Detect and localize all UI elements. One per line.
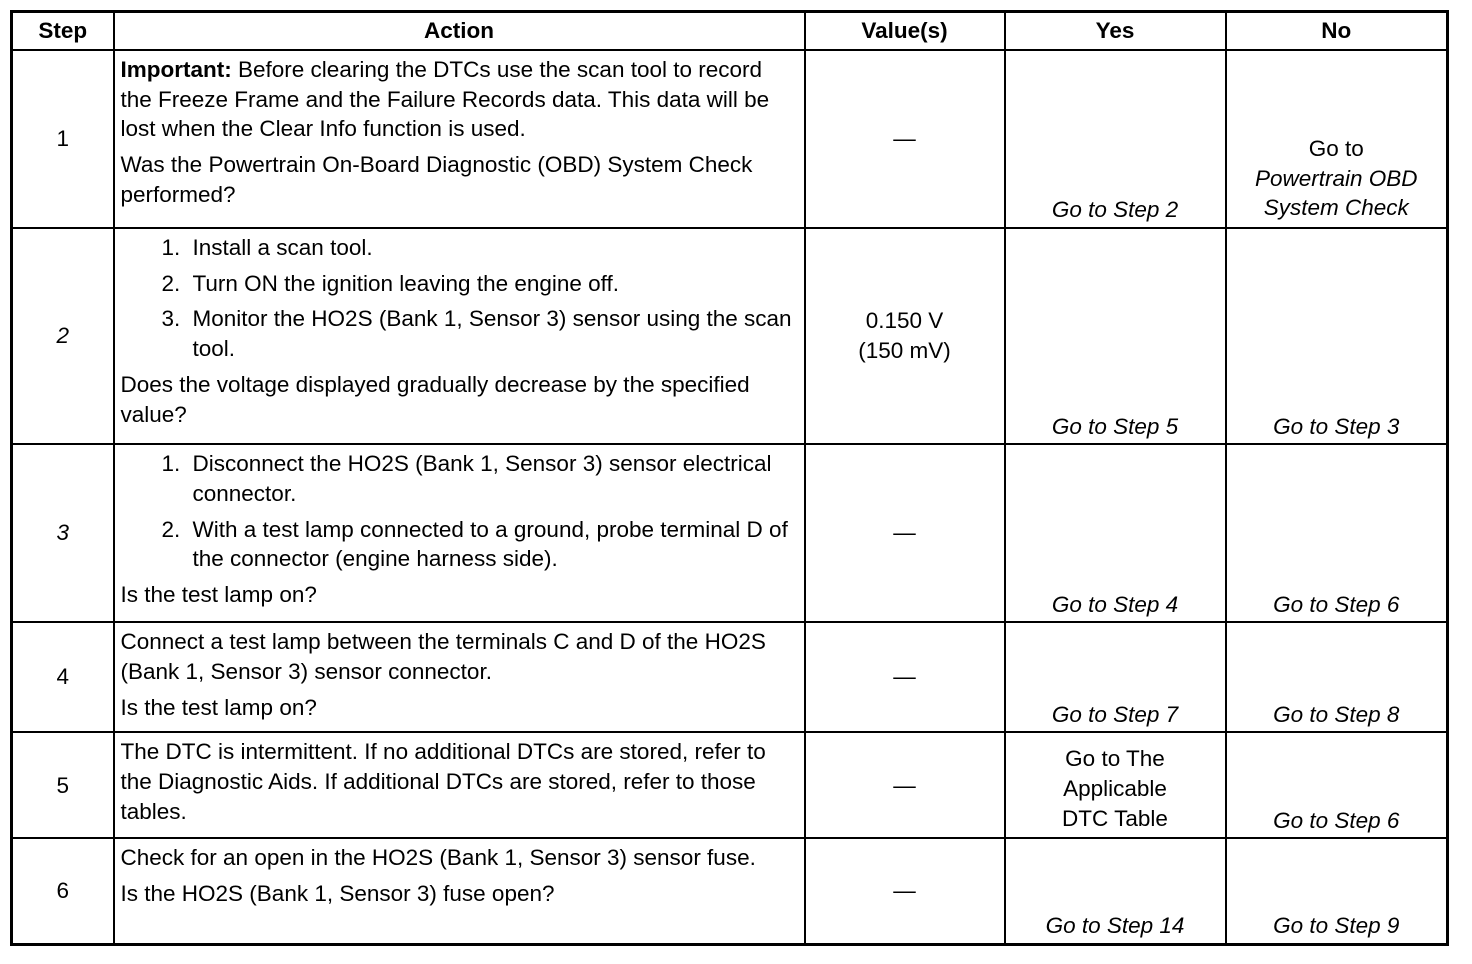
header-yes: Yes [1005,12,1226,51]
yes-cell [1005,732,1226,838]
action-text: Connect a test lamp between the terminals C and D of the HO2S (Bank 1, Sensor 3) sensor connector. [120,629,766,684]
no-goto-prefix: Go to [1308,136,1364,162]
important-label: Important: [120,57,232,82]
step-number: 4 [12,622,114,732]
yes-cell [1005,622,1226,732]
header-values: Value(s) [805,12,1005,51]
value-millivolts: (150 mV) [858,338,951,364]
value-cell: — [805,622,1005,732]
step-number: 3 [12,444,114,622]
action-step-item: 1. Install a scan tool. [187,233,798,263]
action-step-item: 3. Monitor the HO2S (Bank 1, Sensor 3) sensor using the scan tool. [187,304,798,363]
action-question: Does the voltage displayed gradually decrease by the specified value? [120,371,750,427]
no-cell [1226,444,1448,622]
no-cell [1226,838,1448,944]
no-cell [1226,50,1448,228]
table-row [12,50,1448,228]
important-text: Before clearing the DTCs use the scan tool to record the Freeze Frame and the Failure Records data. This data will be lost when the Clear Info function is used. [120,57,770,142]
table-row [12,838,1448,944]
action-cell [114,838,805,944]
action-text: Check for an open in the HO2S (Bank 1, Sensor 3) sensor fuse. [120,845,756,871]
yes-goto-link[interactable]: Go to Step 5 [1051,413,1179,439]
header-row [12,12,1448,51]
action-question: Is the test lamp on? [120,581,317,607]
no-goto-target: Powertrain OBD System Check [1254,165,1418,221]
yes-goto-link[interactable]: Go to The Applicable DTC Table [1062,746,1168,831]
action-cell [114,444,805,622]
value-cell: — [805,838,1005,944]
action-cell [114,50,805,228]
action-cell [114,228,805,444]
table-row [12,228,1448,444]
no-goto-link[interactable]: Go to Step 6 [1273,807,1400,833]
table-row [12,732,1448,838]
step-number: 5 [12,732,114,838]
action-question: Was the Powertrain On-Board Diagnostic (OBD) System Check performed? [120,152,753,207]
action-steps-list [121,233,798,364]
no-cell [1226,228,1448,444]
header-step: Step [12,12,114,51]
no-goto-link[interactable]: Go to Step 8 [1273,701,1400,727]
header-no: No [1226,12,1448,51]
step-number: 6 [12,838,114,944]
header-action: Action [114,12,805,51]
value-volts: 0.150 V [865,308,944,334]
no-goto-link[interactable]: Go to Step 3 [1273,413,1400,439]
value-cell: — [805,732,1005,838]
action-text: The DTC is intermittent. If no additional DTCs are stored, refer to the Diagnostic Aids. If additional DTCs are stored, refer to those tables. [120,739,766,824]
step-number: 2 [12,228,114,444]
action-cell [114,732,805,838]
table-row [12,622,1448,732]
value-cell: — [805,50,1005,228]
yes-cell [1005,444,1226,622]
yes-goto-link[interactable]: Go to Step 2 [1051,197,1179,223]
no-cell [1226,732,1448,838]
action-question: Is the test lamp on? [120,694,317,720]
action-cell [114,622,805,732]
yes-goto-link[interactable]: Go to Step 4 [1051,591,1179,617]
action-question: Is the HO2S (Bank 1, Sensor 3) fuse open? [120,881,555,907]
no-goto-link[interactable]: Go to Step 6 [1273,591,1400,617]
diagnostic-table [10,10,1449,946]
no-goto-link[interactable]: Go to Step 9 [1273,913,1400,939]
yes-cell [1005,838,1226,944]
action-steps-list [121,449,798,574]
action-step-item: 2. Turn ON the ignition leaving the engine off. [187,269,798,299]
no-goto-link[interactable] [1227,134,1447,223]
table-row [12,444,1448,622]
value-cell [805,228,1005,444]
yes-cell [1005,228,1226,444]
important-note [121,55,798,144]
yes-cell [1005,50,1226,228]
yes-goto-link[interactable]: Go to Step 7 [1051,701,1179,727]
value-cell: — [805,444,1005,622]
yes-goto-link[interactable]: Go to Step 14 [1045,913,1185,939]
step-number: 1 [12,50,114,228]
action-step-item: 2. With a test lamp connected to a ground, probe terminal D of the connector (engine harness side). [187,515,798,574]
no-cell [1226,622,1448,732]
action-step-item: 1. Disconnect the HO2S (Bank 1, Sensor 3) sensor electrical connector. [187,449,798,508]
